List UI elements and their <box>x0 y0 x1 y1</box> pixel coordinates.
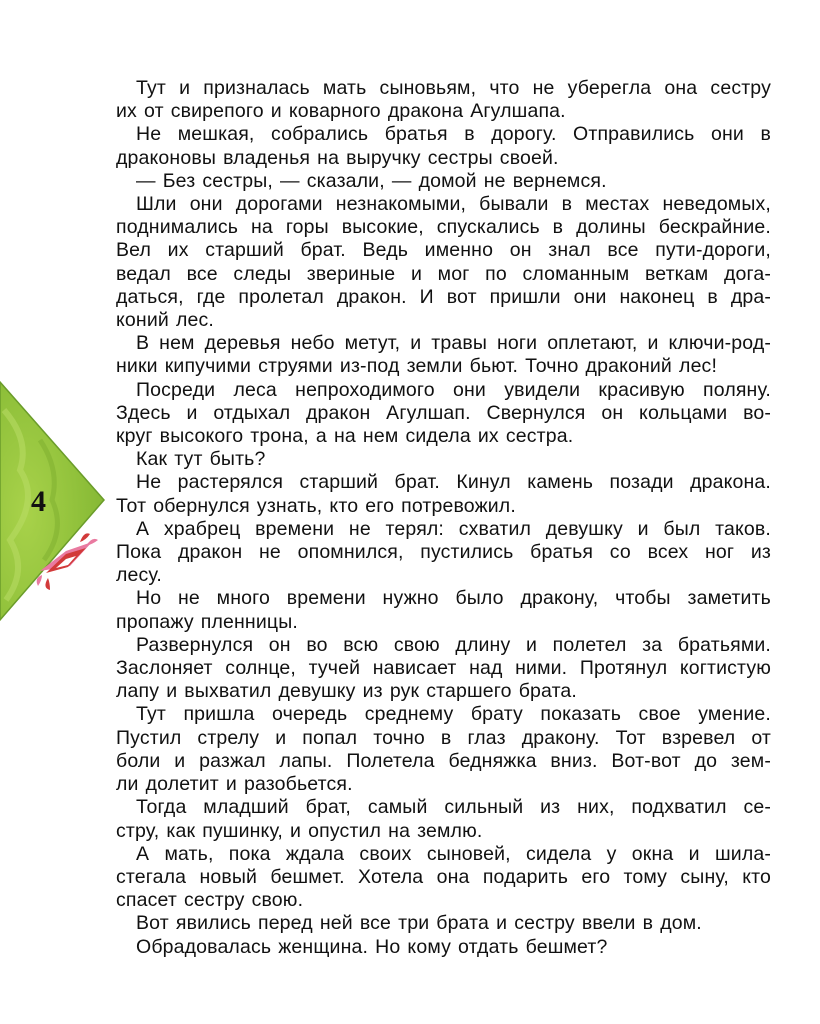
text-line: поднимались на горы высокие, спускались в долины бескрайние. <box>116 216 771 239</box>
text-line: — Без сестры, — сказали, — домой не вернемся. <box>136 169 607 192</box>
text-line: драконовы владенья на выручку сестры своей. <box>116 146 559 169</box>
text-line: стегала новый бешмет. Хотела она подарить его тому сыну, кто <box>116 865 771 888</box>
text-line: Шли они дорогами незнакомыми, бывали в местах неведомых, <box>136 193 771 216</box>
paragraph <box>116 703 771 796</box>
text-line: Тут и призналась мать сыновьям, что не уберегла она сестру <box>136 77 771 99</box>
text-line: ведал все следы звериные и мог по сломанным веткам дога- <box>116 262 771 285</box>
text-line: А мать, пока ждала своих сыновей, сидела у окна и шила- <box>136 842 771 865</box>
text-line: коний лес. <box>116 309 214 332</box>
paragraph <box>116 796 771 842</box>
text-line: стру, как пушинку, и опустил на землю. <box>116 819 483 842</box>
paragraph <box>116 587 771 633</box>
paragraph <box>116 332 771 378</box>
text-line: круг высокого трона, а на нем сидела их сестра. <box>116 425 574 448</box>
page-number: 4 <box>31 485 46 518</box>
text-line: ники кипучими струями из-под земли бьют. Точно драконий лес! <box>116 355 718 378</box>
paragraph <box>116 843 771 913</box>
paragraph <box>116 448 771 471</box>
text-line: Развернулся он во всю свою длину и полетел за братьями. <box>136 633 771 656</box>
text-line: лапу и выхватил девушку из рук старшего брата. <box>116 680 577 703</box>
text-line: ли долетит и разобьется. <box>116 773 353 796</box>
text-line: их от свирепого и коварного дракона Агулшапа. <box>116 100 566 123</box>
text-line: Но не много времени нужно было дракону, чтобы заметить <box>136 587 771 610</box>
text-line: Тот обернулся узнать, кто его потревожил. <box>116 494 516 517</box>
text-line: Пустил стрелу и попал точно в глаз дракону. Тот взревел от <box>116 726 771 749</box>
story-text <box>116 77 771 959</box>
text-line: Тогда младший брат, самый сильный из них, подхватил се- <box>136 796 771 819</box>
text-line: Заслоняет солнце, тучей нависает над ними. Протянул когтистую <box>116 657 771 680</box>
paragraph <box>116 912 771 935</box>
paragraph <box>116 518 771 588</box>
text-line: Обрадовалась женщина. Но кому отдать бешмет? <box>136 935 608 958</box>
text-line: Здесь и отдыхал дракон Агулшап. Свернулся он кольцами во- <box>116 401 771 424</box>
text-line: Посреди леса непроходимого они увидели красивую поляну. <box>136 378 771 401</box>
paragraph <box>116 77 771 123</box>
paragraph <box>116 379 771 449</box>
text-line: пропажу пленницы. <box>116 610 298 633</box>
text-line: Не растерялся старший брат. Кинул камень позади дракона. <box>136 471 771 494</box>
text-line: Не мешкая, собрались братья в дорогу. Отправились они в <box>136 123 771 146</box>
text-line: даться, где пролетал дракон. И вот пришли они наконец в дра- <box>116 285 771 308</box>
paragraph <box>116 634 771 704</box>
text-line: Пока дракон не опомнился, пустились братья со всех ног из <box>116 541 771 564</box>
text-line: А храбрец времени не терял: схватил девушку и был таков. <box>136 517 771 540</box>
text-line: Тут пришла очередь среднему брату показать свое умение. <box>136 703 771 726</box>
paragraph <box>116 193 771 332</box>
text-line: спасет сестру свою. <box>116 889 304 912</box>
paragraph <box>116 936 771 959</box>
text-line: Вот явились перед ней все три брата и сестру ввели в дом. <box>136 912 702 935</box>
text-line: Как тут быть? <box>136 448 266 471</box>
paragraph <box>116 471 771 517</box>
text-line: Вел их старший брат. Ведь именно он знал все пути-дороги, <box>116 239 771 262</box>
text-line: боли и разжал лапы. Полетела бедняжка вниз. Вот-вот до зем- <box>116 749 771 772</box>
paragraph <box>116 123 771 169</box>
text-line: В нем деревья небо метут, и травы ноги оплетают, и ключи-род- <box>136 332 771 355</box>
paragraph <box>116 170 771 193</box>
text-line: лесу. <box>116 564 162 587</box>
